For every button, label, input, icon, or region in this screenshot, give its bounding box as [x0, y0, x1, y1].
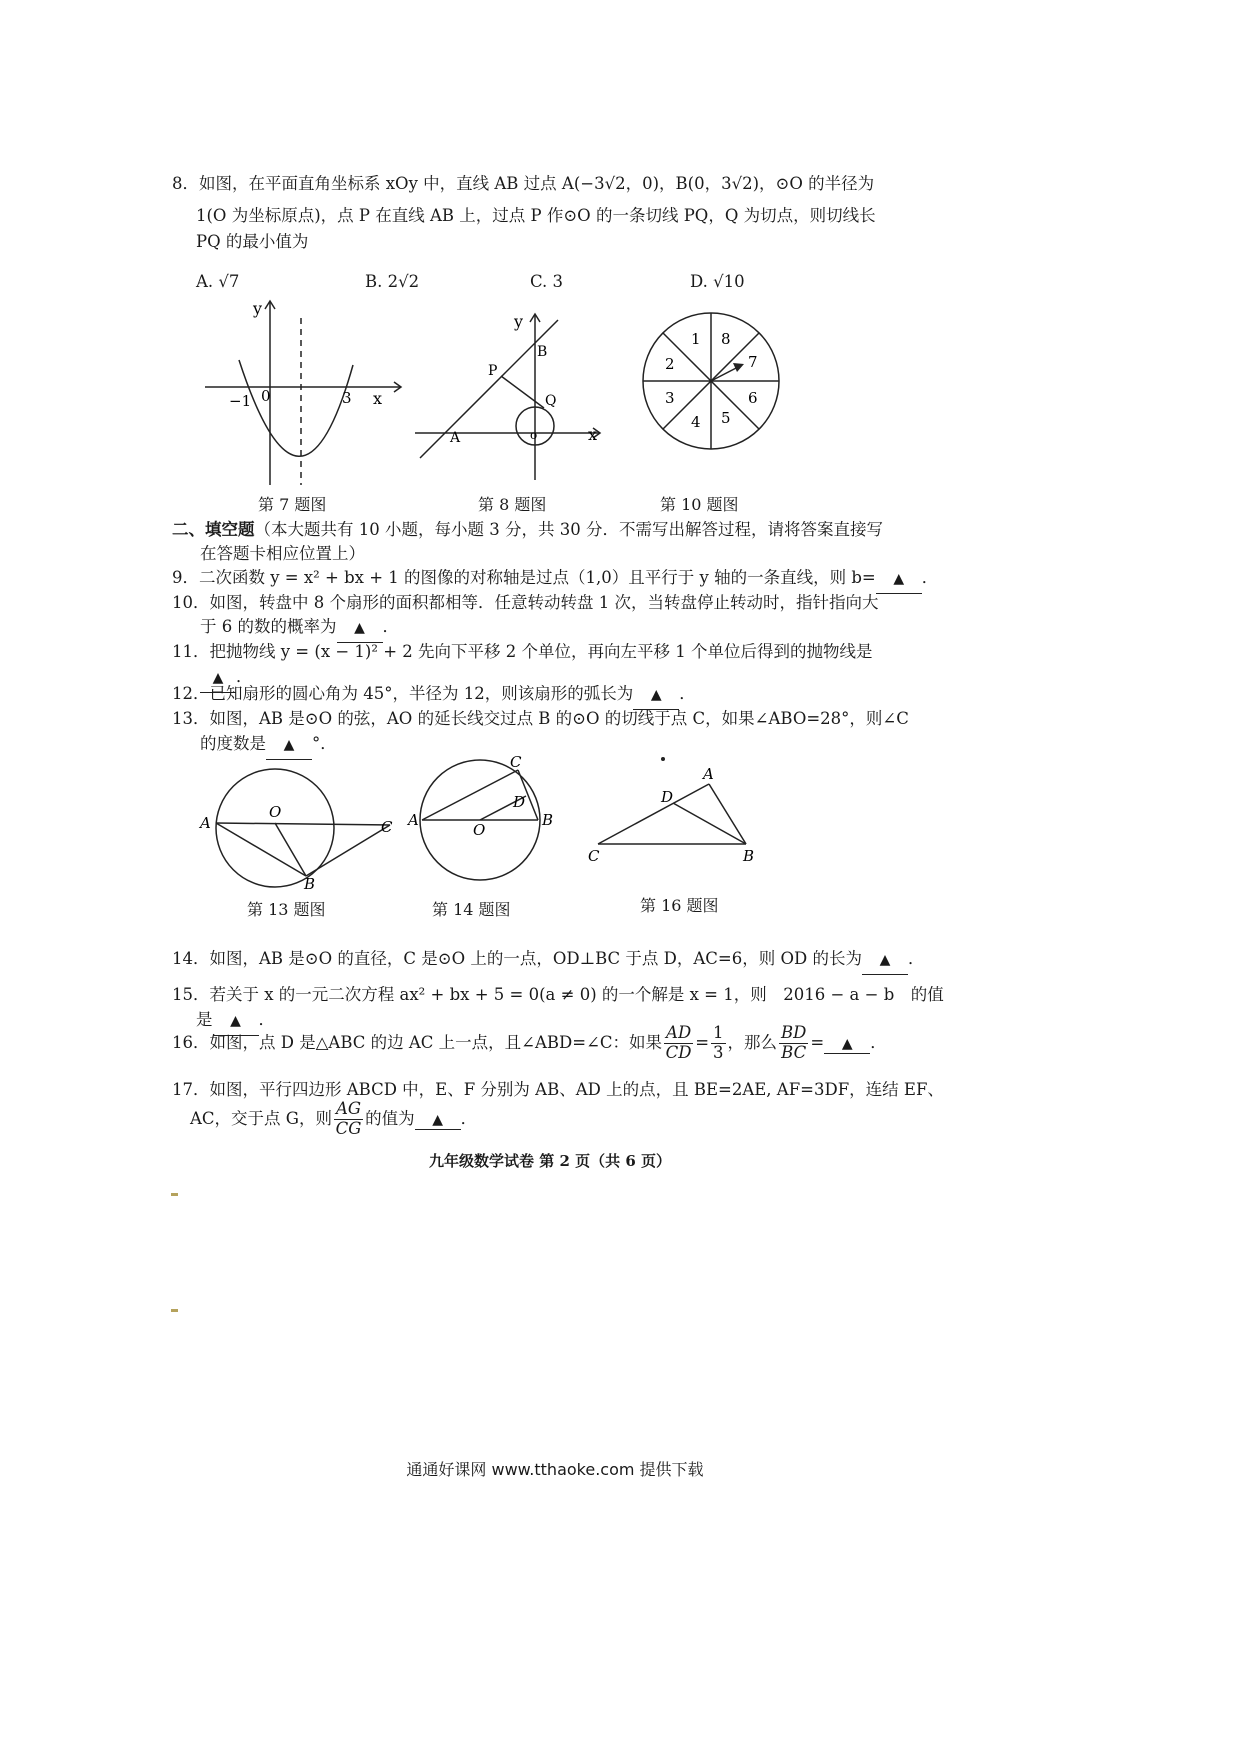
q17-fraction-ag-cg: $\frac{AG}{CG}$: [335, 1099, 362, 1138]
fig10-sector-7: 7: [748, 353, 758, 371]
q12-answer-mark: ▲: [650, 687, 662, 703]
figure-10: [640, 310, 785, 455]
q16: 16．如图，点 D 是△ABC 的边 AC 上一点，且∠ABD=∠C：如果 $\frac{AD}{CD}$ = $\frac{1}{3}$ ，那么 $\frac{BD}{BC}$ = ▲ ．: [172, 1023, 887, 1062]
fig10-sector-6: 6: [748, 389, 758, 407]
q17-answer-mark: ▲: [432, 1111, 443, 1128]
q9-text: 9．二次函数 y = x² + bx + 1 的图像的对称轴是过点（1,0）且平行于 y 轴的一条直线，则 b=: [172, 568, 876, 587]
q14-answer-mark: ▲: [879, 952, 891, 968]
q10-line1: 10．如图，转盘中 8 个扇形的面积都相等．任意转动转盘 1 次，当转盘停止转动时，指针指向大: [172, 593, 879, 612]
fig10-sector-3: 3: [665, 389, 675, 407]
section2-desc2: 在答题卡相应位置上）: [200, 544, 365, 563]
scan-mark: [171, 1193, 178, 1196]
q15-line1: 15．若关于 x 的一元二次方程 ax² + bx + 5 = 0(a ≠ 0) 的一个解是 x = 1，则 2016 − a − b 的值: [172, 985, 944, 1004]
fig8-point-a: A: [450, 430, 461, 446]
fig16-point-b: B: [743, 847, 755, 865]
section2-title: 二、填空题: [172, 520, 255, 539]
q13-unit: °: [312, 734, 321, 753]
q12: 12．已知扇形的圆心角为 45°，半径为 12，则该扇形的弧长为 ▲ ．: [172, 680, 1172, 710]
fig13-caption: 第 13 题图: [247, 900, 326, 919]
q11-answer-mark: ▲: [212, 670, 224, 686]
figure-14: [405, 750, 565, 890]
q16-answer-blank: [824, 1033, 870, 1054]
fig14-point-c: C: [510, 753, 522, 771]
fig8-point-o: o: [530, 428, 538, 442]
q11-line2: ▲ ．: [200, 663, 253, 693]
fig10-caption: 第 10 题图: [660, 495, 739, 514]
fig14-point-a: A: [408, 811, 419, 829]
fig13-point-o: O: [269, 803, 282, 821]
q14-answer-blank: [862, 945, 908, 975]
fig14-caption: 第 14 题图: [432, 900, 511, 919]
page-footer: 九年级数学试卷 第 2 页（共 6 页）: [429, 1152, 671, 1170]
q10-answer-mark: ▲: [354, 620, 365, 636]
fig14-point-b: B: [542, 811, 554, 829]
fig14-point-d: D: [513, 793, 526, 811]
q10-line2: 于 6 的数的概率为 ▲ ．: [200, 613, 399, 643]
q8-option-c: C. 3: [530, 272, 564, 291]
fig7-neg1-label: −1: [229, 392, 252, 410]
q17-post: 的值为: [365, 1108, 415, 1128]
section2-desc1: （本大题共有 10 小题，每小题 3 分，共 30 分．不需写出解答过程，请将答案直接写: [254, 520, 883, 539]
q16-pre: 16．如图，点 D 是△ABC 的边 AC 上一点，且∠ABD=∠C：如果: [172, 1032, 663, 1052]
fig8-point-p: P: [488, 363, 498, 379]
fig16-point-c: C: [588, 847, 600, 865]
figure-8: [410, 305, 610, 490]
q9-answer-mark: ▲: [893, 571, 905, 587]
fig14-point-o: O: [473, 821, 486, 839]
fig8-y-label: y: [514, 312, 524, 331]
fig7-y-label: y: [253, 299, 263, 318]
fig7-zero-label: 0: [261, 387, 271, 405]
q13-answer-mark: ▲: [283, 737, 295, 753]
q13-line1: 13．如图，AB 是⊙O 的弦，AO 的延长线交过点 B 的⊙O 的切线于点 C，如果∠ABO=28°，则∠C: [172, 709, 909, 728]
fig13-point-c: C: [381, 818, 393, 836]
fig7-three-label: 3: [342, 389, 352, 407]
q16-fraction-one-third: $\frac{1}{3}$: [713, 1023, 724, 1062]
fig13-point-b: B: [304, 875, 316, 893]
fig8-point-b: B: [537, 344, 548, 360]
q13-answer-blank: [266, 730, 312, 760]
q8-option-d: D. √10: [690, 272, 745, 291]
q16-fraction-ad-cd: $\frac{AD}{CD}$: [665, 1023, 692, 1062]
q16-fraction-bd-bc: $\frac{BD}{BC}$: [781, 1023, 807, 1062]
q8-option-a: A. √7: [196, 272, 240, 291]
q8-line1: 8．如图，在平面直角坐标系 xOy 中，直线 AB 过点 A(−3√2，0)，B(0，3√2)，⊙O 的半径为: [172, 174, 875, 193]
fig7-caption: 第 7 题图: [258, 495, 327, 514]
fig7-x-label: x: [373, 389, 383, 408]
fig8-caption: 第 8 题图: [478, 495, 547, 514]
q16-answer-mark: ▲: [841, 1035, 853, 1052]
fig10-sector-1: 1: [691, 330, 701, 348]
fig10-sector-5: 5: [721, 409, 731, 427]
q14: 14．如图，AB 是⊙O 的直径，C 是⊙O 上的一点，OD⊥BC 于点 D，AC=6，则 OD 的长为 ▲ ．: [172, 945, 1172, 975]
fig10-sector-8: 8: [721, 330, 731, 348]
q8-line2: 1(O 为坐标原点)，点 P 在直线 AB 上，过点 P 作⊙O 的一条切线 PQ，Q 为切点，则切线长: [196, 206, 876, 225]
q13-line2: 的度数是 ▲ °．: [200, 730, 337, 760]
q8-option-b: B. 2√2: [365, 272, 420, 291]
q17-line1: 17．如图，平行四边形 ABCD 中，E、F 分别为 AB、AD 上的点，且 BE=2AE, AF=3DF，连结 EF、: [172, 1080, 944, 1099]
q15-answer-mark: ▲: [230, 1013, 241, 1029]
q9: 9．二次函数 y = x² + bx + 1 的图像的对称轴是过点（1,0）且平行于 y 轴的一条直线，则 b= ▲ ．: [172, 564, 1172, 594]
fig8-point-q: Q: [545, 393, 557, 409]
fig13-point-a: A: [200, 814, 211, 832]
q17-pre: AC，交于点 G，则: [190, 1108, 332, 1128]
q11-line1: 11．把抛物线 y = (x − 1)² + 2 先向下平移 2 个单位，再向左平移 1 个单位后得到的抛物线是: [172, 642, 873, 661]
fig16-point-d: D: [661, 788, 674, 806]
q15-text: 是: [196, 1010, 213, 1029]
q10-text: 于 6 的数的概率为: [200, 617, 337, 636]
site-credit: 通通好课网 www.tthaoke.com 提供下载: [406, 1460, 704, 1479]
q13-text: 的度数是: [200, 734, 266, 753]
fig10-sector-4: 4: [691, 413, 701, 431]
fig8-x-label: x: [588, 425, 598, 444]
q8-line3: PQ 的最小值为: [196, 232, 309, 251]
fig16-point-a: A: [703, 765, 714, 783]
fig16-caption: 第 16 题图: [640, 896, 719, 915]
figure-13: [195, 765, 410, 895]
figure-16: [585, 755, 775, 870]
figure-7: [195, 290, 415, 495]
fig10-sector-2: 2: [665, 355, 675, 373]
q17-answer-blank: [415, 1109, 461, 1130]
q12-text: 12．已知扇形的圆心角为 45°，半径为 12，则该扇形的弧长为: [172, 684, 634, 703]
q14-text: 14．如图，AB 是⊙O 的直径，C 是⊙O 上的一点，OD⊥BC 于点 D，AC=6，则 OD 的长为: [172, 949, 863, 968]
q17-line2: AC，交于点 G，则 $\frac{AG}{CG}$ 的值为 ▲ ．: [190, 1099, 478, 1138]
scan-mark: [171, 1309, 178, 1312]
q15-line2: 是 ▲ ．: [196, 1006, 275, 1036]
